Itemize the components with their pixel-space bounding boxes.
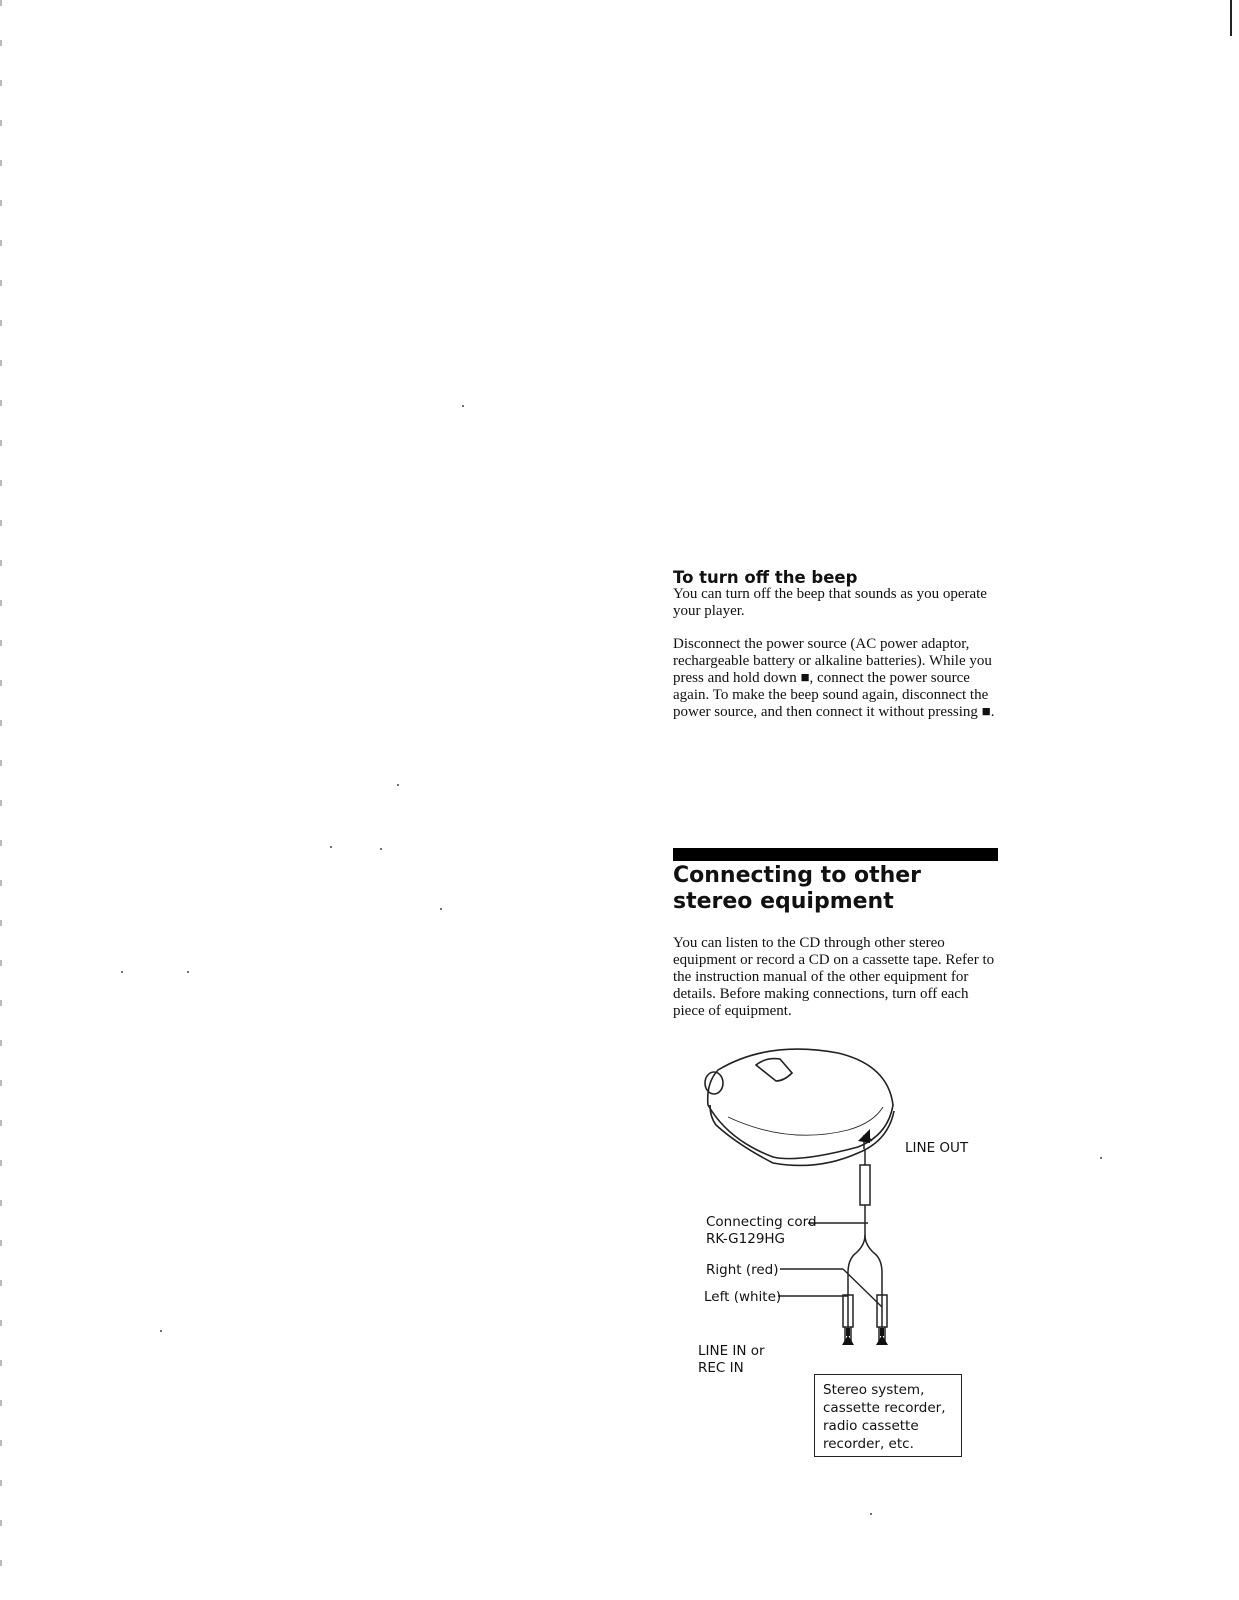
split-cable: [843, 1235, 887, 1343]
beep-intro-paragraph: You can turn off the beep that sounds as you operate your player.: [673, 586, 987, 619]
scan-speck: [1100, 1157, 1102, 1159]
scan-speck: [160, 1330, 162, 1332]
line-out-label: LINE OUT: [905, 1140, 969, 1156]
scan-speck: [397, 784, 399, 786]
connecting-cord-label: [706, 1214, 817, 1248]
connect-section-title: Connecting to other stereo equipment: [673, 863, 922, 914]
scan-speck: [187, 971, 189, 973]
connect-section-paragraph: You can listen to the CD through other stereo equipment or record a CD on a cassette tape. Refer to the instruction manual of the other equipment for details. Before making connections, turn off each piece of equipment.: [673, 935, 995, 1019]
left-channel-label: Left (white): [704, 1289, 782, 1305]
right-edge-scan-mark: [1230, 0, 1232, 36]
scan-speck: [121, 971, 123, 973]
line-in-label: [698, 1343, 765, 1377]
cd-player-illustration: [705, 1049, 894, 1165]
destination-line: cassette recorder,: [823, 1400, 946, 1416]
line-in-line: LINE IN or: [698, 1343, 765, 1359]
section-divider-bar: [673, 848, 998, 861]
destination-line: recorder, etc.: [823, 1436, 914, 1452]
scan-speck: [380, 848, 382, 850]
destination-line: radio cassette: [823, 1418, 919, 1434]
rec-in-line: REC IN: [698, 1360, 744, 1376]
scan-speck: [870, 1513, 872, 1515]
right-channel-label: Right (red): [706, 1262, 779, 1278]
cord-model-line: RK-G129HG: [706, 1231, 786, 1247]
destination-line: Stereo system,: [823, 1382, 925, 1398]
beep-section-heading: To turn off the beep: [673, 568, 858, 587]
left-edge-scan-marks: [0, 0, 2, 1600]
scan-speck: [330, 846, 332, 848]
scan-speck: [440, 908, 442, 910]
beep-instructions-paragraph: Disconnect the power source (AC power adaptor, rechargeable battery or alkaline batteries). While you press and hold down ■, connect the power source again. To make the beep sound again, disconnect the power source, and then connect it without pressing ■.: [673, 636, 995, 720]
output-arrows: [842, 1328, 888, 1345]
scan-speck: [462, 405, 464, 407]
destination-equipment-box: [814, 1374, 962, 1457]
line-out-arrow: [858, 1129, 870, 1143]
cord-label-line: Connecting cord: [706, 1214, 817, 1230]
